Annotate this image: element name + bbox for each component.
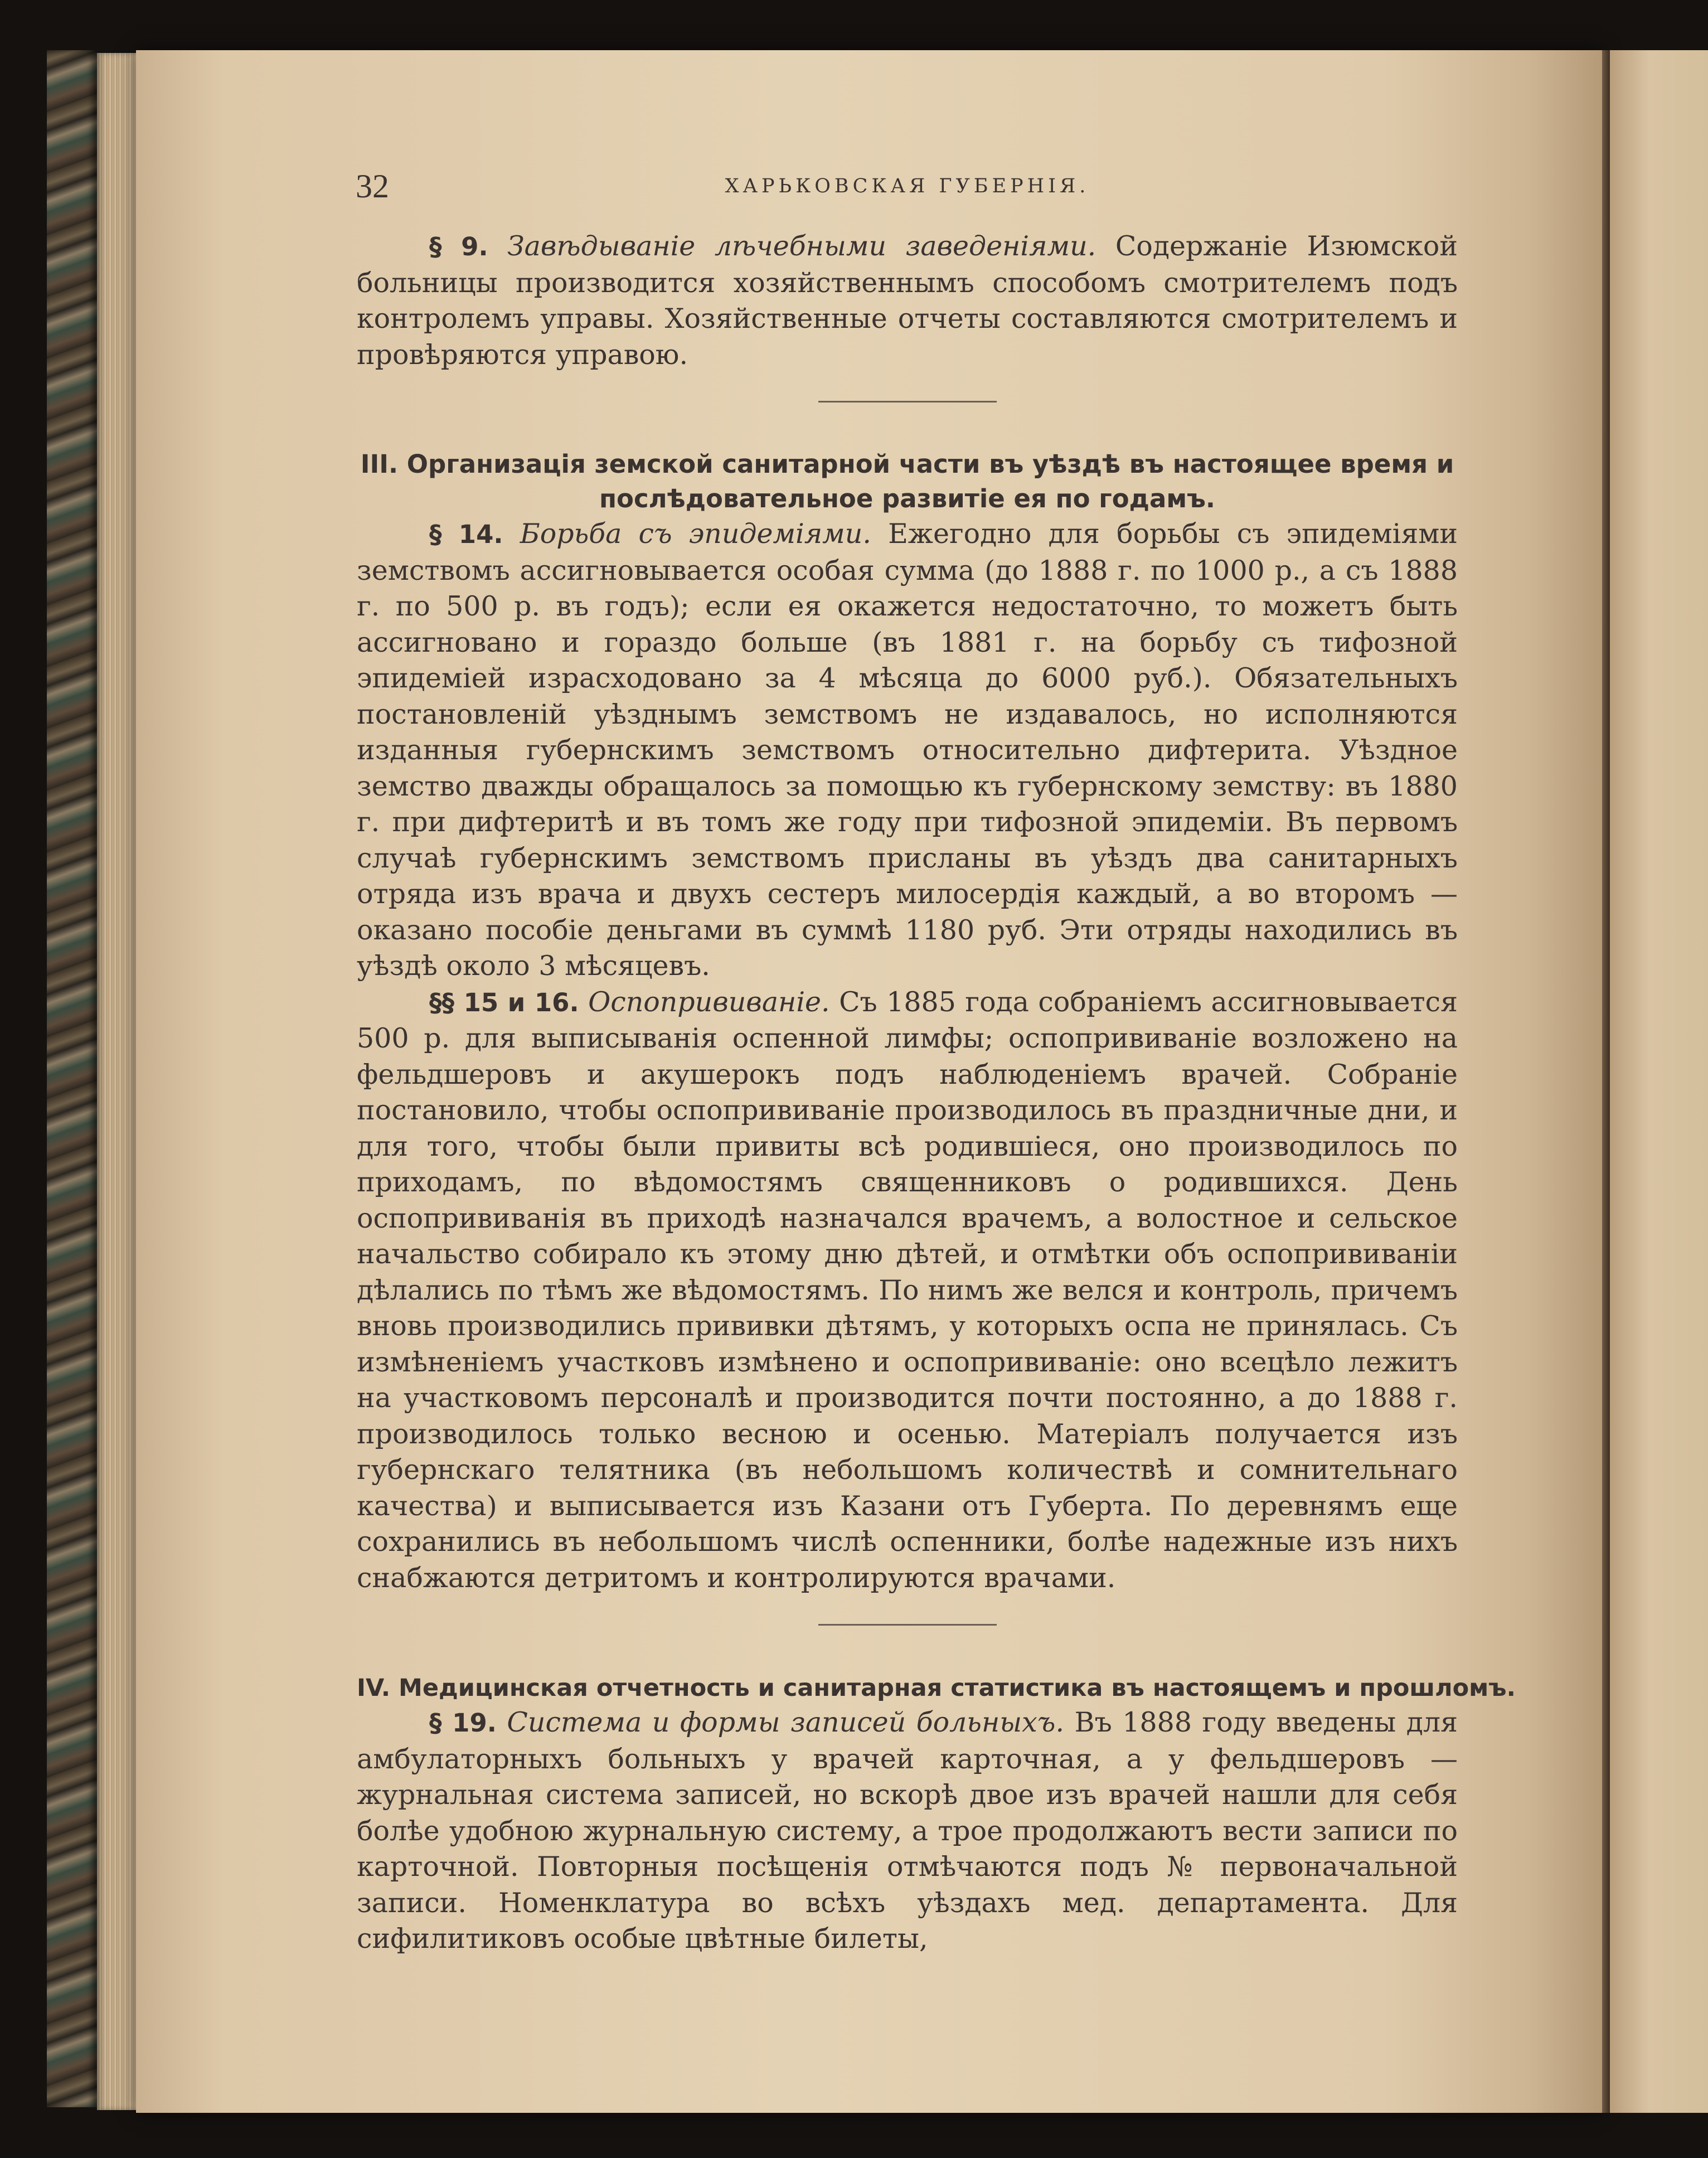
section-number: §§ 15 и 16. bbox=[429, 987, 579, 1017]
paragraph-sec15-16 bbox=[357, 985, 1458, 1597]
page-number: 32 bbox=[356, 168, 389, 205]
book-spine bbox=[47, 50, 97, 2107]
paragraph-text: Ежегодно для борьбы съ эпидеміями земствомъ ассигновывается особая сумма (до 1888 г. по 1000 р., а съ 1888 г. по 500 р. въ годъ); если ея окажется недостаточно, то можетъ быть ассигновано и гораздо больше (въ 1881 г. на борьбу съ тифозной эпидеміей израсходовано за 4 мѣсяца до 6000 руб.). Обязательныхъ постановленій уѣзднымъ земствомъ не издавалось, но исполняются изданныя губернскимъ земствомъ относительно дифтерита. Уѣздное земство дважды обращалось за помощью къ губернскому земству: въ 1880 г. при дифтеритѣ и въ томъ же году при тифозной эпидеміи. Въ первомъ случаѣ губернскимъ земствомъ присланы въ уѣздъ два санитарныхъ отряда изъ врача и двухъ сестеръ милосердія каждый, а во второмъ — оказано пособіе деньгами въ суммѣ 1180 руб. Эти отряды находились въ уѣздѣ около 3 мѣсяцевъ. bbox=[357, 518, 1458, 982]
running-title: ХАРЬКОВСКАЯ ГУБЕРНІЯ. bbox=[725, 175, 1090, 197]
section-title: Система и формы записей больныхъ. bbox=[507, 1706, 1065, 1738]
paragraph-text: Въ 1888 году введены для амбулаторныхъ больныхъ у врачей карточная, а у фельдшеровъ — журнальная система записей, но вскорѣ двое изъ врачей нашли для себя болѣе удобною журнальную систему, а трое продолжаютъ вести записи по карточной. Повторныя посѣщенія отмѣчаются подъ № первоначальной записи. Номенклатура во всѣхъ уѣздахъ мед. департамента. Для сифилитиковъ особые цвѣтные билеты, bbox=[357, 1706, 1458, 1955]
section-number: § 14. bbox=[429, 520, 503, 549]
section-title: Борьба съ эпидеміями. bbox=[520, 518, 871, 550]
section-title: Оспопрививаніе. bbox=[588, 986, 830, 1018]
paragraph-text: Съ 1885 года собраніемъ ассигновывается 500 р. для выписыванія оспенной лимфы; оспопрививаніе возложено на фельдшеровъ и акушерокъ подъ наблюденіемъ врачей. Собраніе постановило, чтобы оспопрививаніе производилось въ праздничные дни, и для того, чтобы были привиты всѣ родившіеся, оно производилось по приходамъ, по вѣдомостямъ священниковъ о родившихся. День оспопрививанія въ приходѣ назначался врачемъ, а волостное и сельское начальство собирало къ этому дню дѣтей, и отмѣтки объ оспопрививаніи дѣлались по тѣмъ же вѣдомостямъ. По нимъ же велся и контроль, причемъ вновь производились прививки дѣтямъ, у которыхъ оспа не принялась. Съ измѣненіемъ участковъ измѣнено и оспопрививаніе: оно всецѣло лежитъ на участковомъ персоналѣ и производится почти постоянно, а до 1888 г. производилось только весною и осенью. Матеріалъ получается изъ губернскаго телятника (въ небольшомъ количествѣ и сомнительнаго качества) и выписывается изъ Казани отъ Губерта. По деревнямъ еще сохранились въ небольшомъ числѣ оспенники, болѣе надежные изъ нихъ снабжаются детритомъ и контролируются врачами. bbox=[357, 986, 1458, 1594]
page-edges bbox=[97, 53, 136, 2110]
facing-page-edge bbox=[1610, 50, 1708, 2113]
section-title: Завѣдываніе лѣчебными заведеніями. bbox=[507, 230, 1096, 262]
paragraph-text: Содержаніе Изюмской больницы производится хозяйственнымъ способомъ смотрителемъ подъ контролемъ управы. Хозяйственные отчеты составляются смотрителемъ и провѣряются управою. bbox=[357, 230, 1458, 371]
paragraph-sec19 bbox=[357, 1705, 1458, 1957]
page-content bbox=[356, 167, 1516, 1957]
separator-rule bbox=[818, 1624, 997, 1626]
separator-rule bbox=[818, 401, 997, 402]
section-number: § 19. bbox=[429, 1708, 497, 1738]
chapter-heading-4: IV. Медицинская отчетность и санитарная статистика въ настоящемъ и прошломъ. bbox=[357, 1674, 1516, 1702]
paragraph-sec9 bbox=[357, 229, 1458, 373]
section-number: § 9. bbox=[429, 232, 488, 261]
running-head bbox=[357, 167, 1458, 229]
chapter-heading-3: III. Организація земской санитарной части въ уѣздѣ въ настоящее время и послѣдовательное развитіе ея по годамъ. bbox=[360, 449, 1454, 513]
paragraph-sec14 bbox=[357, 516, 1458, 985]
page-gutter bbox=[1602, 50, 1610, 2113]
